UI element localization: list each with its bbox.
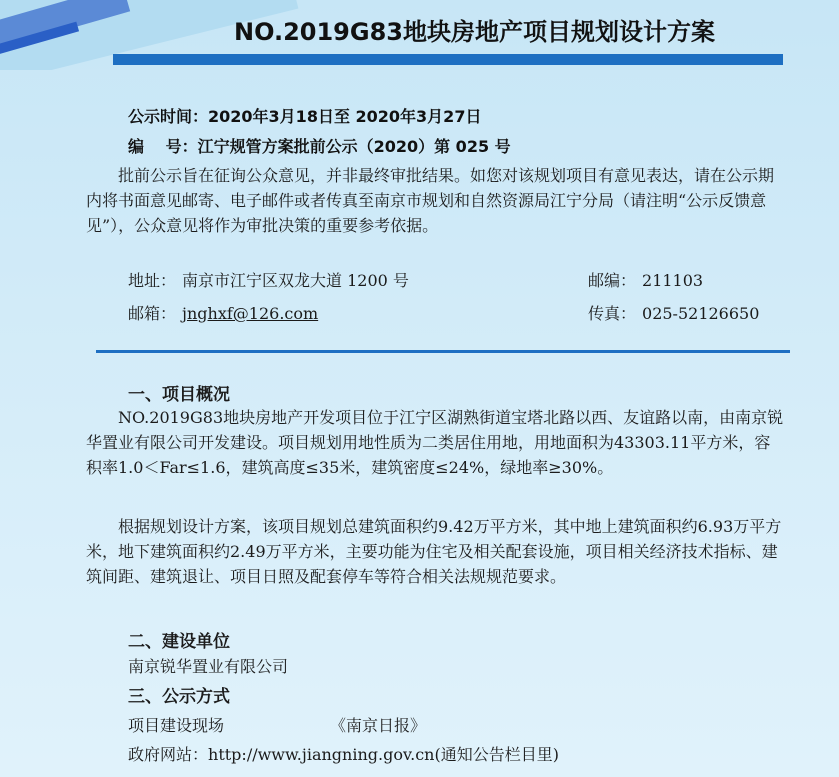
notice-number-value: 江宁规管方案批前公示（2020）第 025 号: [197, 137, 511, 156]
method-website-row: [128, 742, 559, 765]
email-link[interactable]: jnghxf@126.com: [182, 304, 319, 323]
fax-label: 传真：: [588, 304, 637, 323]
overview-heading: 一、项目概况: [128, 385, 230, 405]
overview-paragraph-2: 根据规划设计方案，该项目规划总建筑面积约9.42万平方米，其中地上建筑面积约6.93万平方米，地下建筑面积约2.49万平方米，主要功能为住宅及相关配套设施，项目相关经济技术指标、建筑间距、建筑退让、项目日照及配套停车等符合相关法规规范要求。: [86, 517, 782, 586]
notice-time-label: 公示时间：: [128, 107, 209, 126]
fax-value: 025-52126650: [642, 304, 760, 323]
builder-heading: 二、建设单位: [128, 632, 230, 652]
postcode-value: 211103: [642, 271, 704, 290]
document-title: NO.2019G83地块房地产项目规划设计方案: [234, 18, 715, 46]
notice-number-row: [128, 134, 511, 157]
postcode-field: [588, 268, 703, 291]
title-divider: [113, 54, 783, 65]
address-field: [128, 268, 409, 291]
email-label: 邮箱：: [128, 304, 177, 323]
section-divider: [96, 350, 790, 353]
method-website-link[interactable]: http://www.jiangning.gov.cn(通知公告栏目里): [208, 745, 559, 764]
overview-paragraph-1: NO.2019G83地块房地产开发项目位于江宁区湖熟街道宝塔北路以西、友谊路以南，由南京锐华置业有限公司开发建设。项目规划用地性质为二类居住用地，用地面积为43303.11平方米，容积率1.0＜Far≤1.6，建筑高度≤35米，建筑密度≤24%，绿地率≥30%。: [86, 408, 784, 477]
method-site: 项目建设现场: [128, 716, 225, 735]
notice-number-label: 编 号：: [128, 137, 198, 156]
method-website-label: 政府网站：: [128, 745, 209, 764]
notice-time-row: [128, 104, 481, 127]
notice-intro: 批前公示旨在征询公众意见，并非最终审批结果。如您对该规划项目有意见表达，请在公示期内将书面意见邮寄、电子邮件或者传真至南京市规划和自然资源局江宁分局（请注明“公示反馈意见”），公众意见将作为审批决策的重要参考依据。: [86, 166, 775, 235]
email-field: [128, 301, 318, 324]
address-value: 南京市江宁区双龙大道 1200 号: [182, 271, 409, 290]
method-newspaper: 《南京日报》: [330, 716, 427, 735]
postcode-label: 邮编：: [588, 271, 637, 290]
builder-name: 南京锐华置业有限公司: [128, 657, 289, 676]
address-label: 地址：: [128, 271, 177, 290]
notice-time-value: 2020年3月18日至 2020年3月27日: [208, 107, 482, 126]
fax-field: [588, 301, 759, 324]
method-heading: 三、公示方式: [128, 687, 230, 707]
